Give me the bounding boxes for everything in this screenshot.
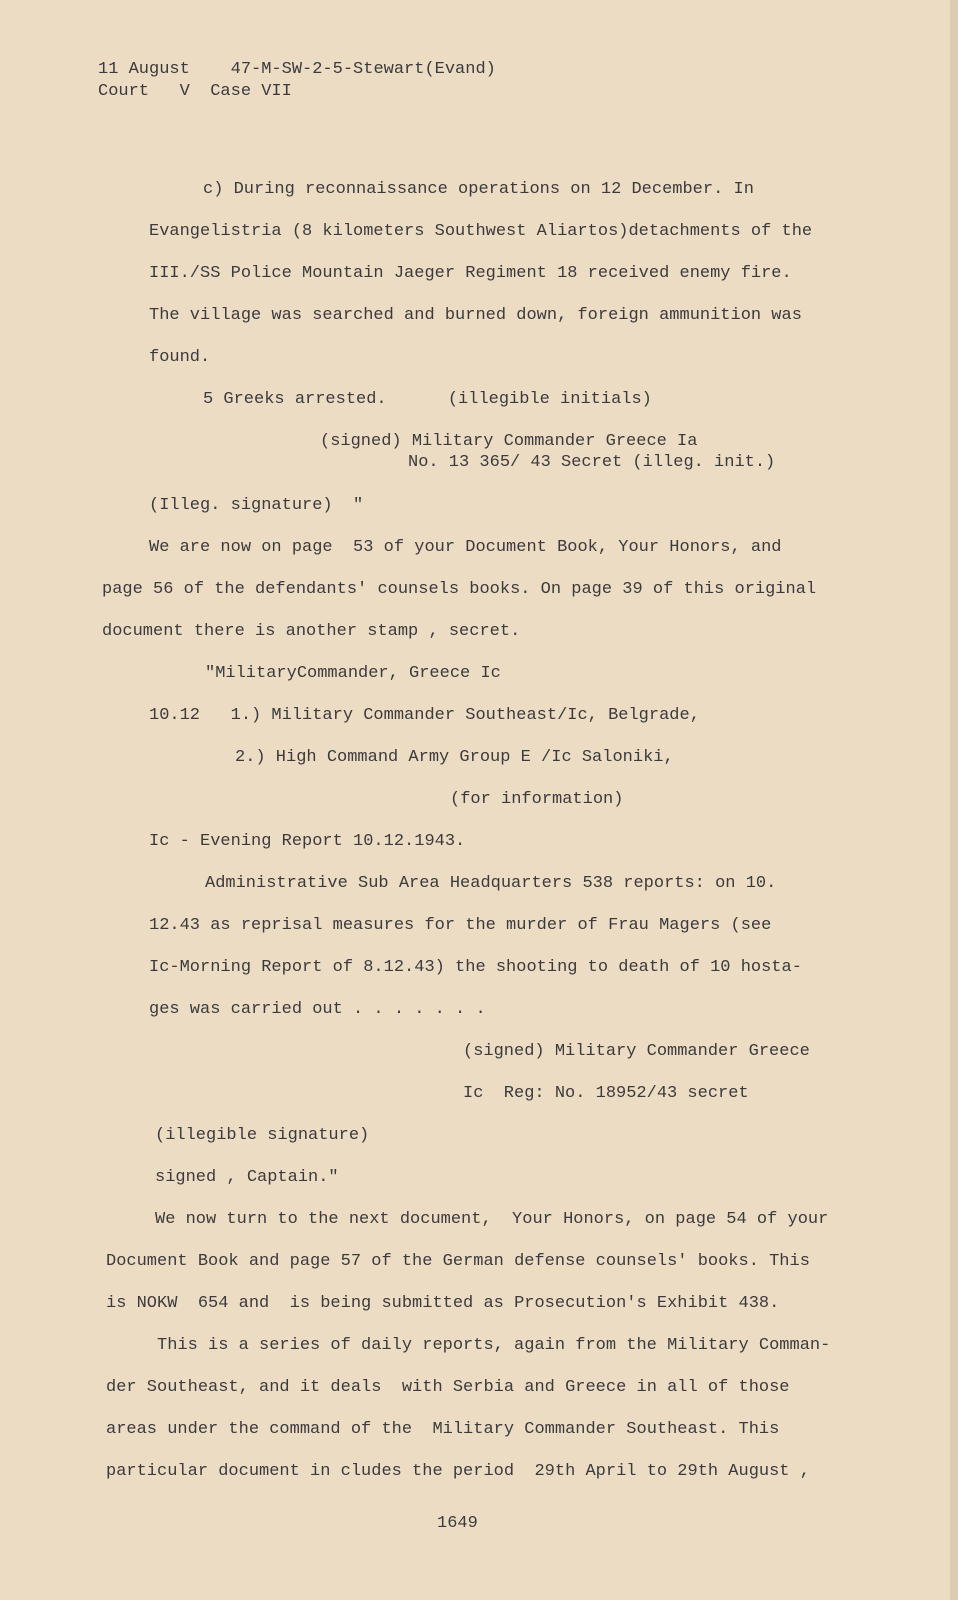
paragraph-line: page 56 of the defendants' counsels books. On page 39 of this original	[102, 580, 817, 599]
signature-line: signed , Captain."	[155, 1168, 339, 1187]
paragraph-line: III./SS Police Mountain Jaeger Regiment 18 received enemy fire.	[149, 264, 792, 283]
paragraph-line: particular document in cludes the period 29th April to 29th August ,	[106, 1462, 810, 1481]
signature-line: (signed) Military Commander Greece	[463, 1042, 810, 1061]
quoted-heading-line: "MilitaryCommander, Greece Ic	[205, 664, 501, 683]
signature-line: (illegible signature)	[155, 1126, 370, 1145]
paragraph-line: We now turn to the next document, Your Honors, on page 54 of your	[155, 1210, 829, 1229]
paragraph-line: found.	[149, 348, 211, 367]
header-date-reference: 11 August 47-M-SW-2-5-Stewart(Evand)	[98, 60, 496, 79]
paragraph-line: areas under the command of the Military Commander Southeast. This	[106, 1420, 780, 1439]
paragraph-line: Administrative Sub Area Headquarters 538 reports: on 10.	[205, 874, 777, 893]
paragraph-line: 5 Greeks arrested. (illegible initials)	[203, 390, 652, 409]
paragraph-line: Evangelistria (8 kilometers Southwest Aliartos)detachments of the	[149, 222, 813, 241]
paragraph-line: We are now on page 53 of your Document Book, Your Honors, and	[149, 538, 782, 557]
signature-line: (signed) Military Commander Greece Ia	[320, 432, 698, 451]
paragraph-line: 12.43 as reprisal measures for the murder of Frau Magers (see	[149, 916, 772, 935]
paragraph-line: ges was carried out . . . . . . .	[149, 1000, 486, 1019]
paragraph-line: c) During reconnaissance operations on 12 December. In	[203, 180, 754, 199]
signature-line: Ic Reg: No. 18952/43 secret	[463, 1084, 749, 1103]
paragraph-line: document there is another stamp , secret.	[102, 622, 521, 641]
paragraph-line: Document Book and page 57 of the German defense counsels' books. This	[106, 1252, 810, 1271]
distribution-note: (for information)	[450, 790, 624, 809]
signature-line: (Illeg. signature) "	[149, 496, 364, 515]
paragraph-line: The village was searched and burned down, foreign ammunition was	[149, 306, 802, 325]
report-title-line: Ic - Evening Report 10.12.1943.	[149, 832, 466, 851]
paragraph-line: is NOKW 654 and is being submitted as Prosecution's Exhibit 438.	[106, 1294, 780, 1313]
signature-line: No. 13 365/ 43 Secret (illeg. init.)	[408, 453, 776, 472]
header-court-case: Court V Case VII	[98, 82, 292, 101]
paragraph-line: Ic-Morning Report of 8.12.43) the shooting to death of 10 hosta-	[149, 958, 802, 977]
paragraph-line: This is a series of daily reports, again from the Military Comman-	[157, 1336, 831, 1355]
paragraph-line: der Southeast, and it deals with Serbia and Greece in all of those	[106, 1378, 790, 1397]
page-edge-shadow	[950, 0, 958, 1600]
page-number: 1649	[437, 1514, 478, 1533]
distribution-line: 2.) High Command Army Group E /Ic Saloniki,	[235, 748, 674, 767]
distribution-line: 10.12 1.) Military Commander Southeast/Ic, Belgrade,	[149, 706, 700, 725]
